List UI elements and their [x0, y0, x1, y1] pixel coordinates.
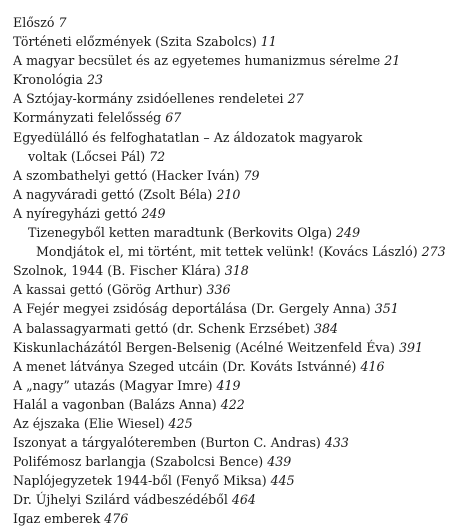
table-of-contents [13, 13, 445, 529]
toc-entry [13, 13, 445, 32]
toc-entry-title: A nyíregyházi gettó [13, 205, 138, 221]
toc-entry-title: voltak (Lőcsei Pál) [28, 148, 146, 164]
toc-subentry [13, 223, 445, 242]
toc-entry-title: Az éjszaka (Elie Wiesel) [13, 415, 165, 431]
toc-entry-title: Naplójegyzetek 1944-ből (Fenyő Miksa) [13, 473, 267, 489]
toc-entry-title: A menet látványa Szeged utcáin (Dr. Kováts Istvánné) [13, 358, 357, 374]
toc-entry [13, 414, 445, 433]
toc-page-number: 419 [216, 377, 241, 393]
toc-entry [13, 395, 445, 414]
toc-page-number: 433 [324, 435, 349, 451]
toc-entry-title: A magyar becsület és az egyetemes humanizmus sérelme [13, 53, 381, 69]
toc-entry-title: Halál a vagonban (Balázs Anna) [13, 396, 217, 412]
toc-page-number: 351 [374, 301, 399, 317]
toc-entry [13, 204, 445, 223]
toc-entry [13, 452, 445, 471]
toc-page-number: 416 [360, 358, 385, 374]
toc-entry-title: A „nagy” utazás (Magyar Imre) [13, 377, 213, 393]
toc-page-number: 72 [149, 148, 166, 164]
toc-page-number: 384 [313, 320, 339, 336]
toc-page-number: 445 [270, 473, 295, 489]
toc-entry [13, 376, 445, 395]
toc-entry [13, 128, 445, 147]
toc-entry-title: A Sztójay-kormány zsidóellenes rendeletei [13, 91, 284, 107]
toc-page-number: 23 [86, 72, 103, 88]
toc-page-number: 249 [336, 225, 361, 241]
toc-entry [13, 490, 445, 509]
toc-page-number: 318 [224, 263, 249, 279]
toc-entry [13, 338, 445, 357]
toc-page-number: 425 [168, 415, 193, 431]
toc-entry [13, 51, 445, 70]
toc-entry-title: Mondjátok el, mi történt, mit tettek velünk! (Kovács László) [36, 244, 418, 260]
toc-page-number: 79 [243, 167, 260, 183]
toc-entry [13, 299, 445, 318]
toc-entry [13, 70, 445, 89]
toc-entry [13, 280, 445, 299]
toc-entry-title: A szombathelyi gettó (Hacker Iván) [13, 167, 240, 183]
toc-entry-title: Egyedülálló és felfoghatatlan – Az áldozatok magyarok [13, 129, 363, 145]
toc-page-number: 249 [141, 205, 166, 221]
toc-entry-title: Tizenegyből ketten maradtunk (Berkovits Olga) [28, 225, 333, 241]
toc-entry-title: Kronológia [13, 72, 83, 88]
toc-entry [13, 32, 445, 51]
toc-entry [13, 471, 445, 490]
toc-entry-title: Iszonyat a tárgyalóteremben (Burton C. Andras) [13, 435, 321, 451]
toc-entry-title: Történeti előzmények (Szita Szabolcs) [13, 34, 257, 50]
toc-entry-title: Előszó [13, 15, 55, 30]
toc-entry-title: A balassagyarmati gettó (dr. Schenk Erzsébet) [13, 320, 310, 336]
toc-page-number: 21 [384, 53, 401, 69]
toc-entry [13, 108, 445, 127]
toc-entry [13, 89, 445, 108]
toc-page-number: 422 [220, 396, 245, 412]
toc-page-number: 439 [267, 454, 292, 470]
toc-entry-title: A Fejér megyei zsidóság deportálása (Dr. Gergely Anna) [13, 301, 371, 317]
toc-entry [13, 509, 445, 528]
toc-entry-title: Szolnok, 1944 (B. Fischer Klára) [13, 263, 221, 279]
toc-entry-title: Polifémosz barlangja (Szabolcsi Bence) [13, 454, 264, 470]
toc-subentry [13, 242, 445, 261]
toc-entry-title: A nagyváradi gettó (Zsolt Béla) [13, 186, 213, 202]
toc-entry-title: Kiskunlacházától Bergen-Belsenig (Acélné Weitzenfeld Éva) [13, 339, 395, 355]
toc-page-number: 336 [206, 282, 231, 298]
toc-entry-title: Igaz emberek [13, 511, 101, 527]
toc-page-number: 391 [398, 339, 424, 355]
toc-entry-title: A kassai gettó (Görög Arthur) [13, 282, 203, 298]
toc-entry [13, 319, 445, 338]
toc-entry [13, 261, 445, 280]
toc-page-number: 7 [58, 15, 67, 30]
toc-entry-title: Dr. Újhelyi Szilárd vádbeszédéből [13, 492, 228, 508]
toc-entry [13, 433, 445, 452]
toc-entry-title: Kormányzati felelősség [13, 110, 162, 126]
toc-page-number: 27 [287, 91, 304, 107]
toc-page-number: 476 [104, 511, 129, 527]
toc-entry [13, 166, 445, 185]
toc-page-number: 464 [231, 492, 256, 508]
toc-page-number: 210 [216, 186, 241, 202]
toc-entry-continuation [13, 147, 445, 166]
toc-page-number: 67 [165, 110, 182, 126]
toc-entry [13, 357, 445, 376]
toc-page-number: 273 [421, 244, 446, 260]
toc-page-number: 11 [260, 34, 277, 50]
toc-entry [13, 185, 445, 204]
